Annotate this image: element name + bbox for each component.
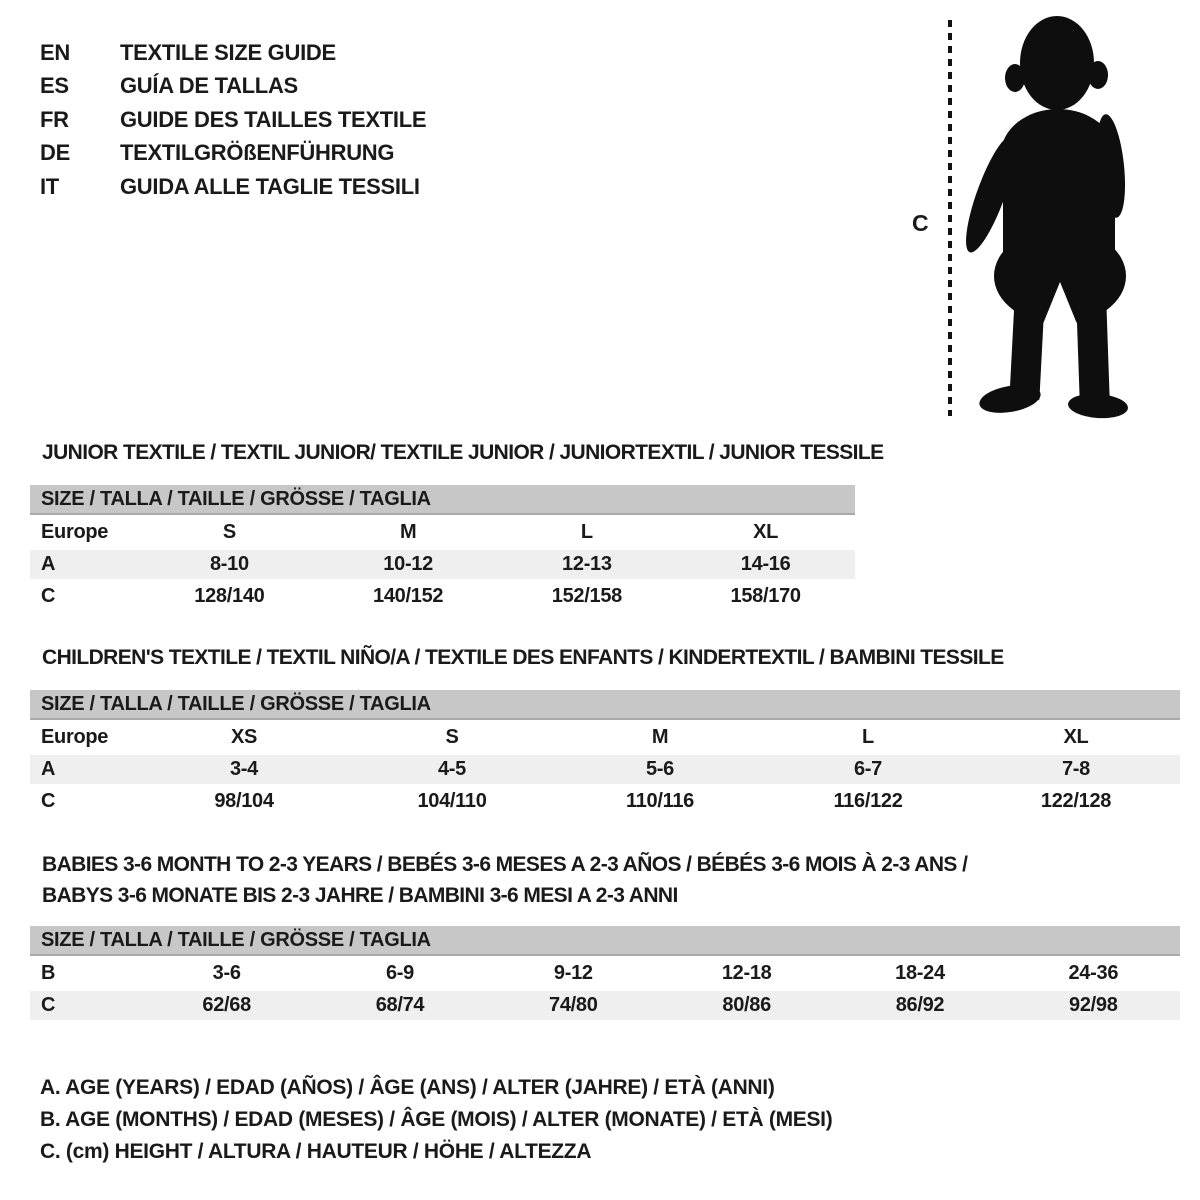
row-label: C (41, 790, 56, 812)
lang-code: ES (40, 73, 69, 99)
table-row-age-months (30, 959, 1180, 988)
cell: XL (753, 521, 779, 543)
guide-title-de: TEXTILGRÖßENFÜHRUNG (120, 140, 395, 166)
row-label: C (41, 994, 56, 1016)
cell: XS (230, 726, 258, 748)
cell: 62/68 (202, 994, 251, 1016)
cell: S (222, 521, 236, 543)
cell: 3-4 (229, 758, 258, 780)
babies-title-line1: BABIES 3-6 MONTH TO 2-3 YEARS / BEBÉS 3-6 MESES A 2-3 AÑOS / BÉBÉS 3-6 MOIS À 2-3 ANS / (42, 853, 968, 876)
cell: 98/104 (214, 790, 274, 812)
lang-code: EN (40, 39, 70, 65)
cell: 140/152 (373, 585, 444, 607)
row-label: A (41, 553, 56, 575)
cell: 12-13 (562, 553, 612, 575)
cell: 86/92 (895, 994, 945, 1016)
cell: 10-12 (383, 553, 433, 575)
table-row-europe (30, 518, 855, 547)
table-row-age (30, 755, 1180, 784)
language-title-list (40, 36, 426, 204)
row-label: Europe (41, 521, 109, 543)
cell: 116/122 (833, 790, 903, 812)
table-row-height (30, 582, 855, 611)
table-row-height (30, 991, 1180, 1020)
lang-code: IT (40, 173, 59, 199)
cell: M (399, 521, 417, 543)
cell: 68/74 (375, 994, 425, 1016)
legend (40, 1072, 832, 1168)
toddler-silhouette-icon (958, 14, 1142, 422)
lang-row-fr (40, 103, 426, 137)
size-header-band: SIZE / TALLA / TAILLE / GRÖSSE / TAGLIA (30, 926, 1180, 956)
cell: 6-9 (385, 962, 414, 984)
babies-title-line2: BABYS 3-6 MONATE BIS 2-3 JAHRE / BAMBINI 3-6 MESI A 2-3 ANNI (42, 884, 678, 907)
cell: XL (1063, 726, 1089, 748)
row-label: A (41, 758, 56, 780)
cell: 4-5 (437, 758, 466, 780)
cell: 104/110 (417, 790, 487, 812)
lang-row-es (40, 70, 426, 104)
junior-size-table (30, 485, 855, 611)
lang-row-it (40, 170, 426, 204)
table-row-age (30, 550, 855, 579)
cell: 80/86 (722, 994, 771, 1016)
cell: 7-8 (1061, 758, 1090, 780)
cell: 92/98 (1069, 994, 1118, 1016)
cell: 110/116 (626, 790, 694, 812)
row-label: B (41, 962, 56, 984)
guide-title-it: GUIDA ALLE TAGLIE TESSILI (120, 173, 420, 199)
section-title-junior: JUNIOR TEXTILE / TEXTIL JUNIOR/ TEXTILE JUNIOR / JUNIORTEXTIL / JUNIOR TESSILE (42, 441, 884, 464)
guide-title-es: GUÍA DE TALLAS (120, 73, 298, 99)
section-title-babies (42, 849, 967, 911)
lang-code: FR (40, 106, 69, 132)
legend-line-a: A. AGE (YEARS) / EDAD (AÑOS) / ÂGE (ANS) / ALTER (JAHRE) / ETÀ (ANNI) (40, 1076, 775, 1099)
cell: 18-24 (895, 962, 945, 984)
cell: L (580, 521, 593, 543)
cell: 5-6 (645, 758, 674, 780)
table-row-europe (30, 723, 1180, 752)
cell: 9-12 (553, 962, 593, 984)
guide-title-en: TEXTILE SIZE GUIDE (120, 39, 336, 65)
cell: M (651, 726, 669, 748)
table-row-height (30, 787, 1180, 816)
cell: 8-10 (209, 553, 249, 575)
row-label: C (41, 585, 56, 607)
cell: 6-7 (853, 758, 882, 780)
cell: 12-18 (721, 962, 772, 984)
children-size-table (30, 690, 1180, 816)
cell: 14-16 (740, 553, 791, 575)
lang-row-de (40, 137, 426, 171)
lang-code: DE (40, 140, 70, 166)
height-measure-label: C (912, 210, 929, 236)
cell: L (862, 726, 874, 748)
cell: S (445, 726, 459, 748)
legend-line-c: C. (cm) HEIGHT / ALTURA / HAUTEUR / HÖHE / ALTEZZA (40, 1140, 592, 1163)
lang-row-en (40, 36, 426, 70)
cell: 74/80 (549, 994, 598, 1016)
size-header-band: SIZE / TALLA / TAILLE / GRÖSSE / TAGLIA (30, 690, 1180, 720)
cell: 3-6 (212, 962, 241, 984)
cell: 158/170 (730, 585, 801, 607)
height-measure-dashed-line (948, 20, 952, 416)
cell: 152/158 (551, 585, 622, 607)
guide-title-fr: GUIDE DES TAILLES TEXTILE (120, 106, 427, 132)
row-label: Europe (41, 726, 109, 748)
size-header-band: SIZE / TALLA / TAILLE / GRÖSSE / TAGLIA (30, 485, 855, 515)
legend-line-b: B. AGE (MONTHS) / EDAD (MESES) / ÂGE (MOIS) / ALTER (MONATE) / ETÀ (MESI) (40, 1108, 833, 1131)
cell: 24-36 (1068, 962, 1119, 984)
section-title-children: CHILDREN'S TEXTILE / TEXTIL NIÑO/A / TEXTILE DES ENFANTS / KINDERTEXTIL / BAMBINI TESSILE (42, 646, 1004, 669)
cell: 122/128 (1040, 790, 1112, 812)
cell: 128/140 (194, 585, 265, 607)
babies-size-table (30, 926, 1180, 1020)
